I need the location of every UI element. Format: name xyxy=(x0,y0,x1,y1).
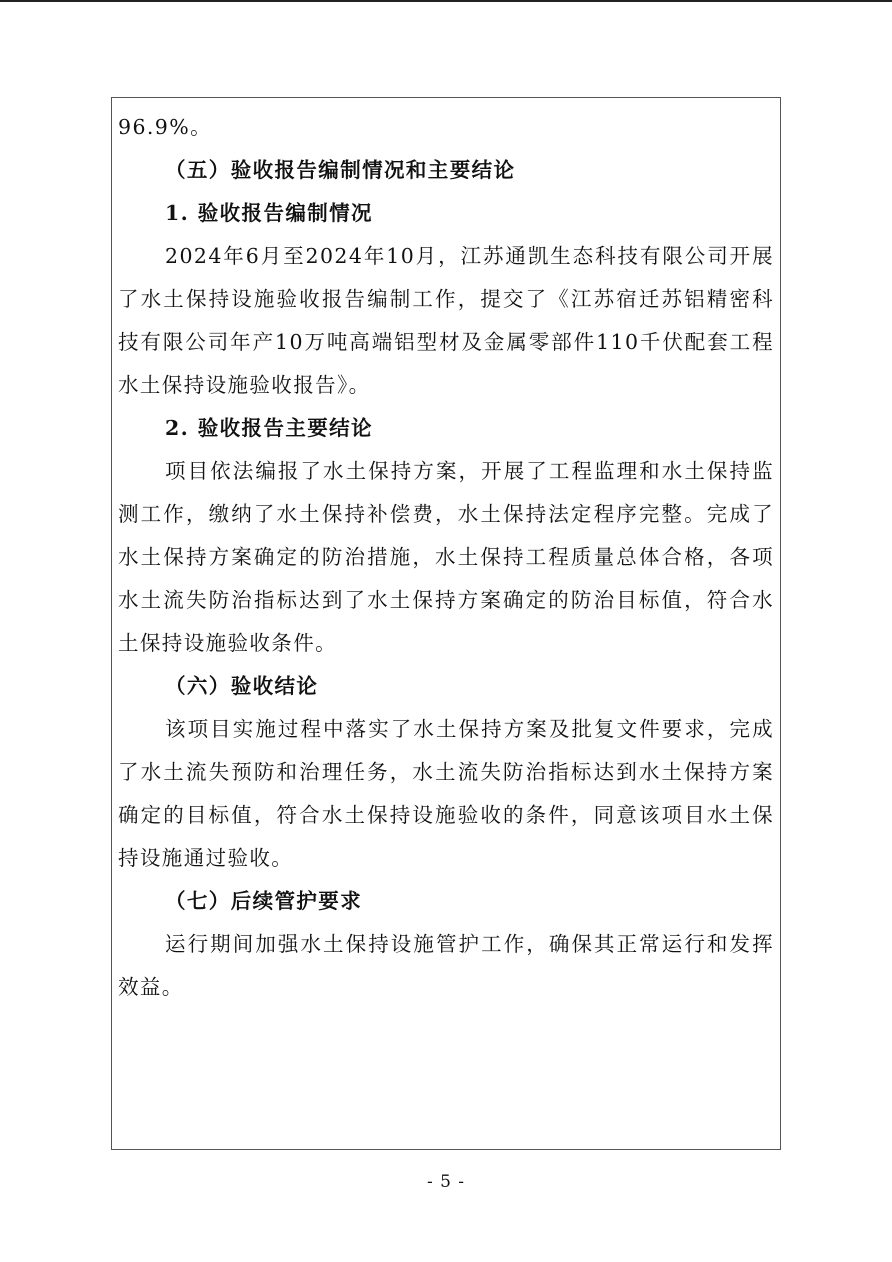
section-5-1-heading: 1. 验收报告编制情况 xyxy=(165,201,373,225)
section-5-2-paragraph: 项目依法编报了水土保持方案，开展了工程监理和水土保持监测工作，缴纳了水土保持补偿费，水土保持法定程序完整。完成了水土保持方案确定的防治措施，水土保持工程质量总体合格，各项水土流失防治指标达到了水土保持方案确定的防治目标值，符合水土保持设施验收条件。 xyxy=(118,459,774,655)
section-5-1-paragraph: 2024年6月至2024年10月，江苏通凯生态科技有限公司开展了水土保持设施验收报告编制工作，提交了《江苏宿迁苏铝精密科技有限公司年产10万吨高端铝型材及金属零部件110千伏配套工程水土保持设施验收报告》。 xyxy=(118,244,774,397)
continuation-text: 96.9%。 xyxy=(118,115,213,139)
section-7-heading: （七）后续管护要求 xyxy=(165,889,363,913)
section-6-heading: （六）验收结论 xyxy=(165,674,319,698)
section-5-heading: （五）验收报告编制情况和主要结论 xyxy=(165,158,516,182)
section-6-paragraph: 该项目实施过程中落实了水土保持方案及批复文件要求，完成了水土流失预防和治理任务，水土流失防治指标达到水土保持方案确定的目标值，符合水土保持设施验收的条件，同意该项目水土保持设施通过验收。 xyxy=(118,717,774,870)
section-7-paragraph: 运行期间加强水土保持设施管护工作，确保其正常运行和发挥效益。 xyxy=(118,932,774,999)
document-body xyxy=(118,106,774,1009)
page-top-rule xyxy=(0,0,892,2)
section-5-2-heading: 2. 验收报告主要结论 xyxy=(165,416,373,440)
page-number: - 5 - xyxy=(426,1172,466,1192)
